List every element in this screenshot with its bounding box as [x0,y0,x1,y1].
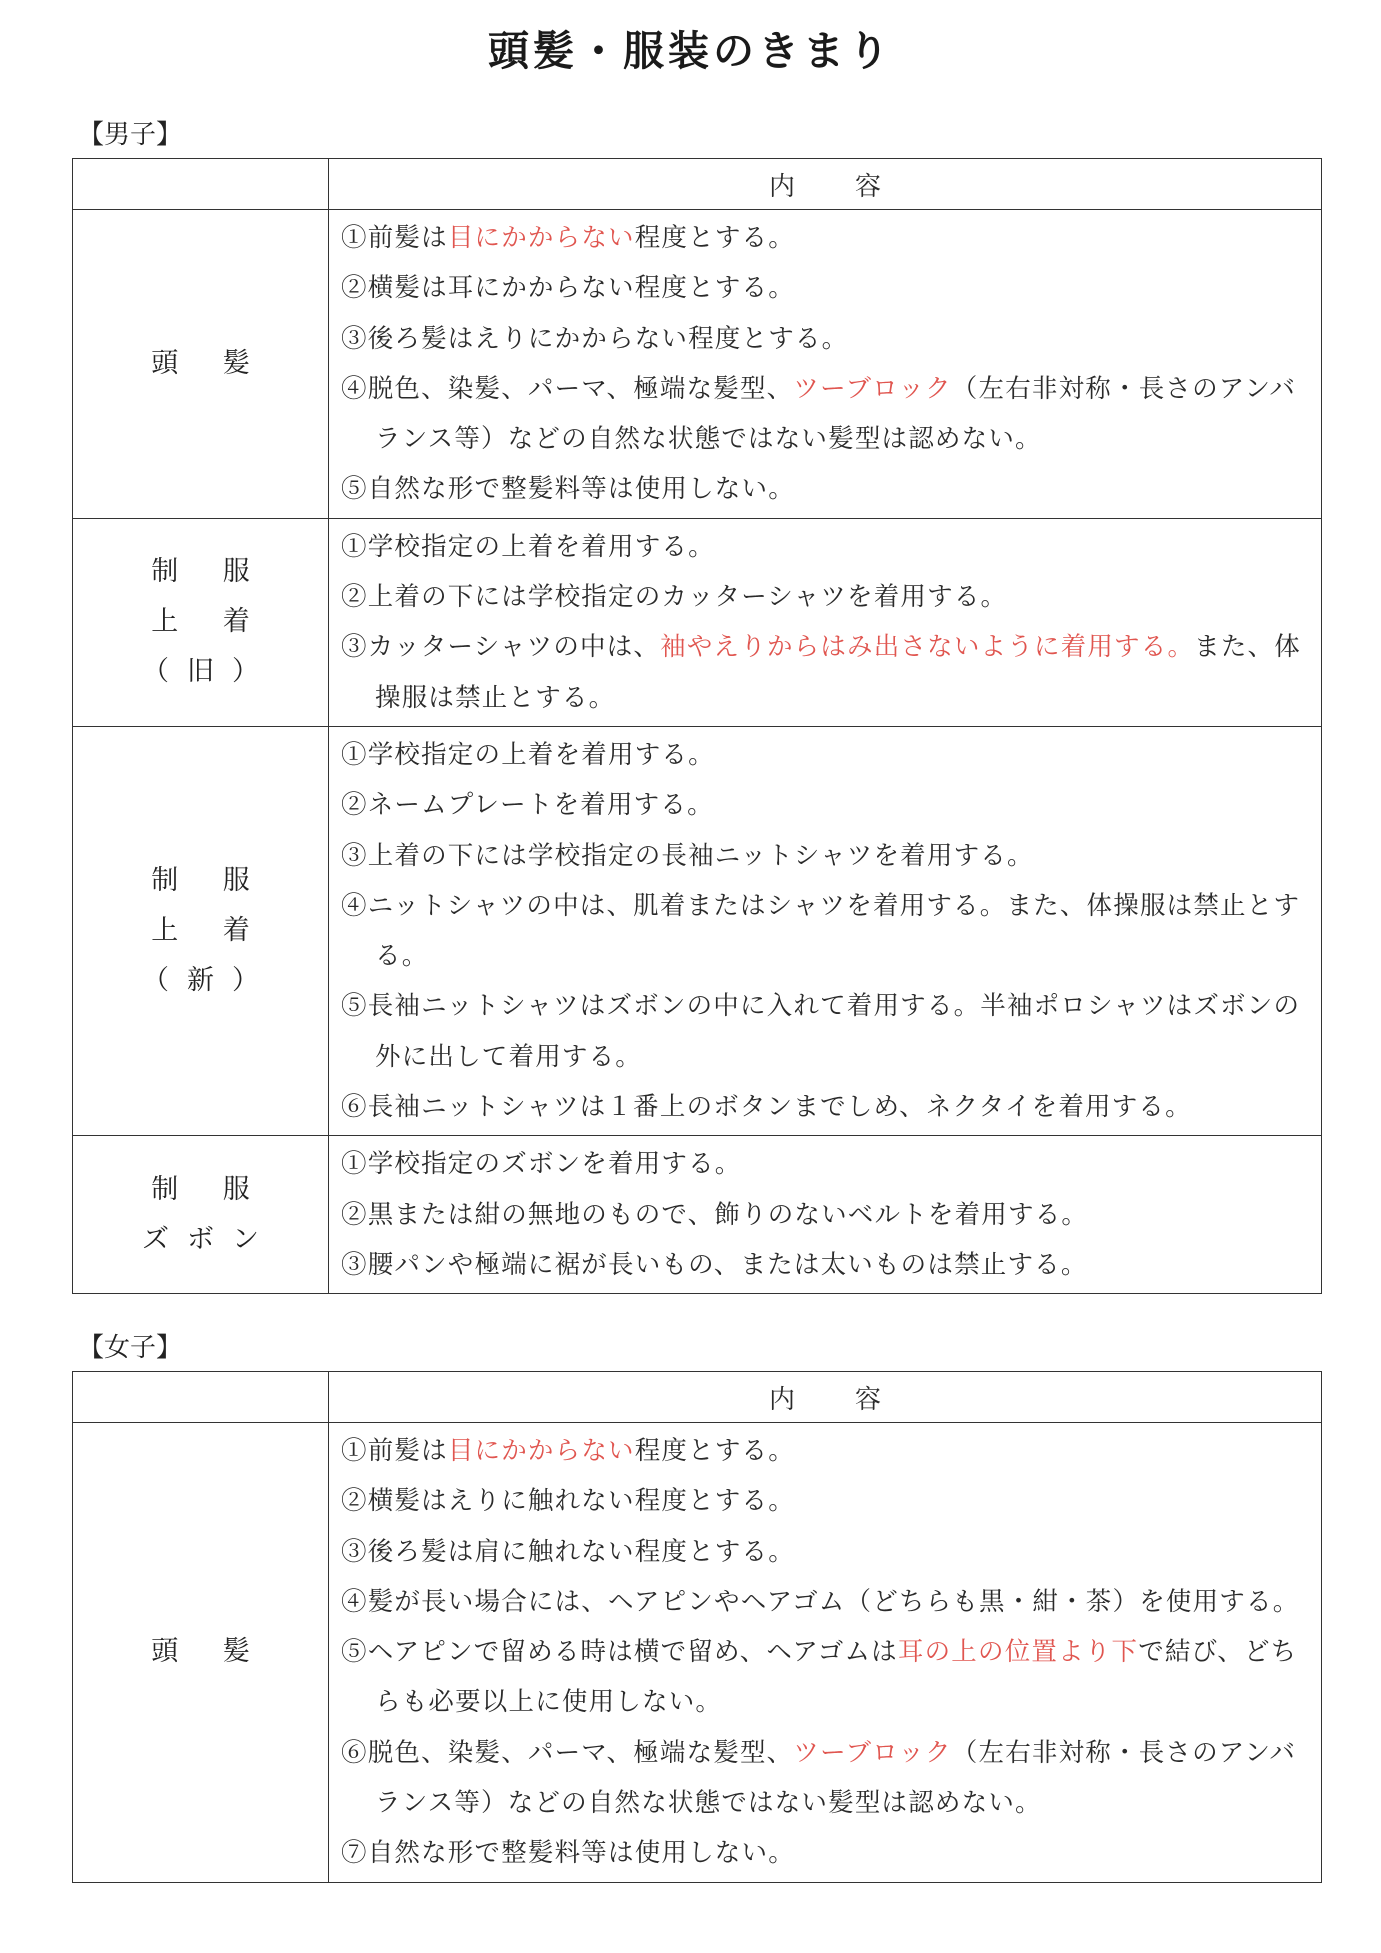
rule-text: ④脱色、染髪、パーマ、極端な髪型、 [341,373,794,404]
rule-item [341,1828,1309,1878]
category-cell [73,726,329,1135]
girls-section-label: 【女子】 [78,1333,183,1363]
category-cell [73,518,329,726]
rule-text: ②黒または紺の無地のもので、飾りのないベルトを着用する。 [341,1199,1089,1230]
category-cell [73,1423,329,1883]
content-cell [329,518,1322,726]
content-cell [329,726,1322,1135]
rule-text: ⑥長袖ニットシャツは１番上のボタンまでしめ、ネクタイを着用する。 [341,1092,1192,1123]
girls-rules-table [72,1371,1322,1883]
rule-text: ③上着の下には学校指定の長袖ニットシャツを着用する。 [341,840,1034,871]
rule-item [341,522,1309,572]
category-label: （新） [142,965,277,997]
rule-item [341,780,1309,830]
rule-text: 程度とする。 [634,1436,795,1466]
boys-rules-table [72,158,1322,1294]
rule-item [341,364,1309,465]
rule-item [341,831,1309,881]
table-header-row [73,1372,1322,1423]
rule-text: ④ニットシャツの中は、肌着またはシャツを着用する。また、体操服は禁止とする。 [341,890,1301,972]
rule-text: （左右非対称・長さのアンバランス等）などの自然な状態ではない髪型は認めない。 [375,1737,1297,1819]
rule-item [341,1476,1309,1526]
category-label: 頭 髪 [151,347,268,379]
rule-item [341,981,1309,1082]
rule-item [341,314,1309,364]
rule-item [341,213,1309,263]
rule-text: （左右非対称・長さのアンバランス等）などの自然な状態ではない髪型は認めない。 [375,373,1297,455]
rule-item [341,1426,1309,1476]
rule-item [341,572,1309,622]
category-label: 制 服 [151,1173,268,1205]
rule-text: ⑤自然な形で整髪料等は使用しない。 [341,474,795,505]
rule-item [341,1139,1309,1189]
category-label: 上 着 [151,915,268,947]
rule-text: ⑥脱色、染髪、パーマ、極端な髪型、 [341,1737,794,1768]
rule-item [341,464,1309,514]
rule-text: ①前髪は [341,1436,448,1466]
rule-item [341,263,1309,313]
rule-text: ③カッターシャツの中は、 [341,632,661,663]
highlighted-text: ツーブロック [793,373,952,404]
rule-text: ⑤ヘアピンで留める時は横で留め、ヘアゴムは [341,1637,898,1668]
highlighted-text: 目にかからない [447,223,635,253]
highlighted-text: 耳の上の位置より下 [897,1637,1139,1668]
rule-item [341,1190,1309,1240]
rule-item [341,1527,1309,1577]
content-cell [329,1136,1322,1294]
header-content-cell: 内容 [329,159,1322,210]
rule-text: で結び、どちらも必要以上に使用しない。 [375,1637,1298,1718]
content-cell [329,1423,1322,1883]
rule-item [341,1728,1309,1829]
rule-text: ③後ろ髪はえりにかからない程度とする。 [341,323,849,354]
highlighted-text: ツーブロック [793,1737,952,1768]
category-label: 上 着 [151,606,268,638]
header-blank-cell [73,159,329,210]
rule-text: ②横髪はえりに触れない程度とする。 [341,1486,795,1517]
table-row [73,210,1322,519]
boys-section-label: 【男子】 [78,120,183,150]
rule-item [341,1240,1309,1290]
category-label: ズボン [142,1223,277,1255]
rule-item [341,622,1309,723]
rule-item [341,1577,1309,1627]
rule-text: ③後ろ髪は肩に触れない程度とする。 [341,1536,795,1567]
category-cell [73,210,329,519]
highlighted-text: 袖やえりからはみ出さないように着用する。 [660,632,1195,663]
rule-text: ①学校指定の上着を着用する。 [341,531,715,562]
table-row [73,518,1322,726]
rule-text: ①学校指定のズボンを着用する。 [341,1149,742,1180]
rule-text: 程度とする。 [634,223,795,253]
rule-text: ⑤長袖ニットシャツはズボンの中に入れて着用する。半袖ポロシャツはズボンの外に出して着用する。 [341,991,1301,1072]
table-row [73,1136,1322,1294]
category-label: 制 服 [151,865,268,897]
rule-text: ①学校指定の上着を着用する。 [341,739,715,770]
table-row [73,1423,1322,1883]
rule-item [341,1627,1309,1728]
header-blank-cell [73,1372,329,1423]
category-label: 制 服 [151,556,268,588]
rule-item [341,881,1309,982]
rule-item [341,1082,1309,1132]
rule-item [341,730,1309,780]
highlighted-text: 目にかからない [447,1436,635,1466]
table-row [73,726,1322,1135]
page-title: 頭髪・服装のきまり [488,27,893,75]
rule-text: ③腰パンや極端に裾が長いもの、または太いものは禁止する。 [341,1249,1088,1280]
table-header-row [73,159,1322,210]
rule-text: ①前髪は [341,223,448,253]
rule-text: また、体操服は禁止とする。 [375,632,1301,713]
category-cell [73,1136,329,1294]
rule-text: ②横髪は耳にかからない程度とする。 [341,273,795,304]
rule-text: ②上着の下には学校指定のカッターシャツを着用する。 [341,582,1008,613]
rule-text: ②ネームプレートを着用する。 [341,790,714,821]
category-label: （旧） [142,656,277,688]
content-cell [329,210,1322,519]
rule-text: ④髪が長い場合には、ヘアピンやヘアゴム（どちらも黒・紺・茶）を使用する。 [341,1586,1300,1617]
rule-text: ⑦自然な形で整髪料等は使用しない。 [341,1838,795,1869]
category-label: 頭 髪 [151,1636,268,1668]
header-content-cell: 内容 [329,1372,1322,1423]
